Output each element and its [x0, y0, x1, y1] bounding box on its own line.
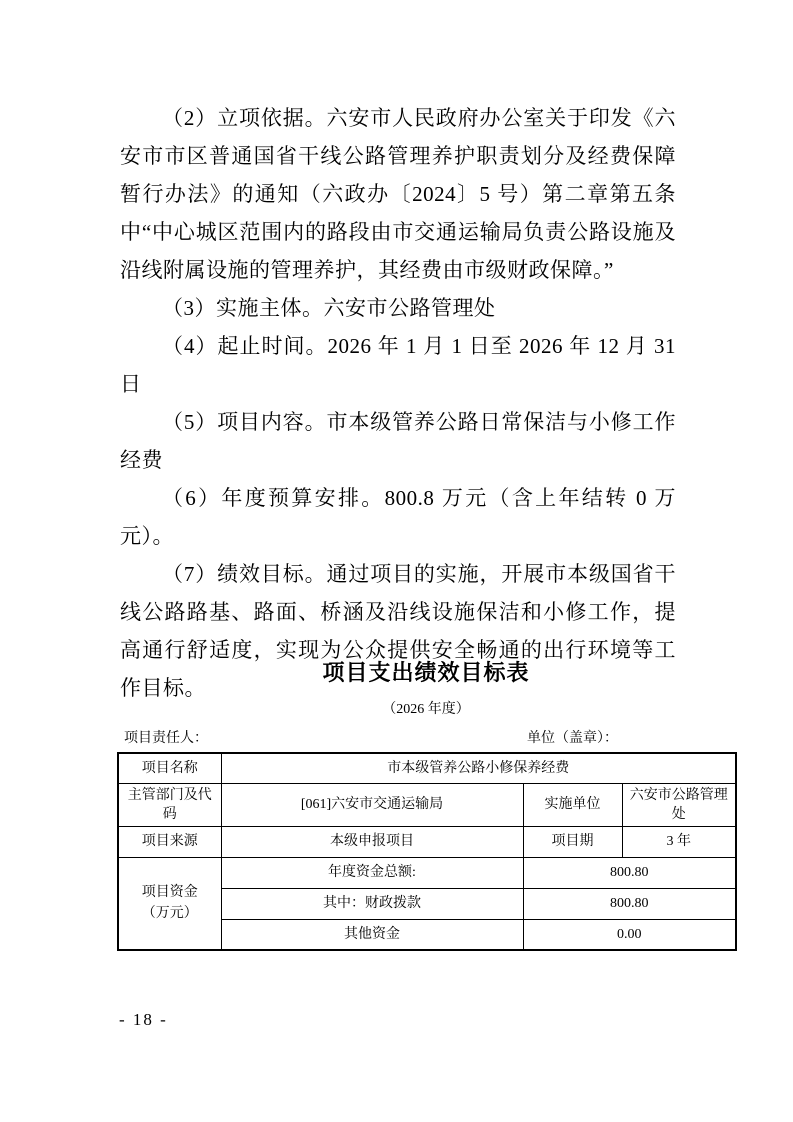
- performance-target-table: [117, 752, 737, 951]
- paragraph-2: （2）立项依据。六安市人民政府办公室关于印发《六安市市区普通国省干线公路管理养护职责划分及经费保障暂行办法》的通知（六政办〔2024〕5 号）第二章第五条中“中心城区范围内的路段由市交通运输局负责公路设施及沿线附属设施的管理养护，其经费由市级财政保障。”: [120, 106, 676, 282]
- pre-table-row: [117, 728, 735, 750]
- project-funds-label-cell: [118, 857, 221, 950]
- table-row-dept: [118, 783, 736, 826]
- project-period-label-cell: 项目期: [523, 826, 622, 857]
- dept-label-cell: 主管部门及代码: [118, 783, 221, 826]
- paragraph-5: （5）项目内容。市本级管养公路日常保洁与小修工作经费: [120, 410, 676, 472]
- table-year-subtitle: （2026 年度）: [382, 702, 470, 717]
- impl-unit-value-cell: 六安市公路管理处: [622, 783, 736, 826]
- fund-fiscal-label-cell: 其中：财政拨款: [221, 888, 523, 919]
- performance-table-section: [117, 660, 735, 951]
- table-row-project-name: [118, 753, 736, 783]
- project-name-value-cell: 市本级管养公路小修保养经费: [221, 753, 736, 783]
- paragraph-6: （6）年度预算安排。800.8 万元（含上年结转 0 万元）。: [120, 486, 676, 548]
- fund-fiscal-value-cell: 800.80: [523, 888, 736, 919]
- body-text: [120, 99, 676, 707]
- unit-seal-label: 单位（盖章）：: [527, 731, 618, 746]
- table-row-fund-total: [118, 857, 736, 888]
- project-period-value-cell: 3 年: [622, 826, 736, 857]
- project-funds-label-line1: 项目资金: [141, 885, 198, 901]
- dept-value-cell: [061]六安市交通运输局: [221, 783, 523, 826]
- impl-unit-label-cell: 实施单位: [523, 783, 622, 826]
- fund-other-value-cell: 0.00: [523, 919, 736, 950]
- fund-total-value-cell: 800.80: [523, 857, 736, 888]
- project-responsible-label: 项目责任人：: [124, 731, 208, 746]
- fund-total-label-cell: 年度资金总额:: [221, 857, 523, 888]
- page-number: - 18 -: [119, 1010, 168, 1029]
- paragraph-3: （3）实施主体。六安市公路管理处: [162, 296, 496, 320]
- project-name-label-cell: 项目名称: [118, 753, 221, 783]
- table-title: 项目支出绩效目标表: [322, 660, 530, 685]
- table-row-source: [118, 826, 736, 857]
- project-funds-label-line2: （万元）: [141, 906, 198, 922]
- paragraph-4: （4）起止时间。2026 年 1 月 1 日至 2026 年 12 月 31 日: [120, 334, 676, 396]
- paragraph-7: （7）绩效目标。通过项目的实施，开展市本级国省干线公路路基、路面、桥涵及沿线设施保洁和小修工作，提高通行舒适度，实现为公众提供安全畅通的出行环境等工作目标。: [120, 562, 676, 700]
- project-source-label-cell: 项目来源: [118, 826, 221, 857]
- project-source-value-cell: 本级申报项目: [221, 826, 523, 857]
- fund-other-label-cell: 其他资金: [221, 919, 523, 950]
